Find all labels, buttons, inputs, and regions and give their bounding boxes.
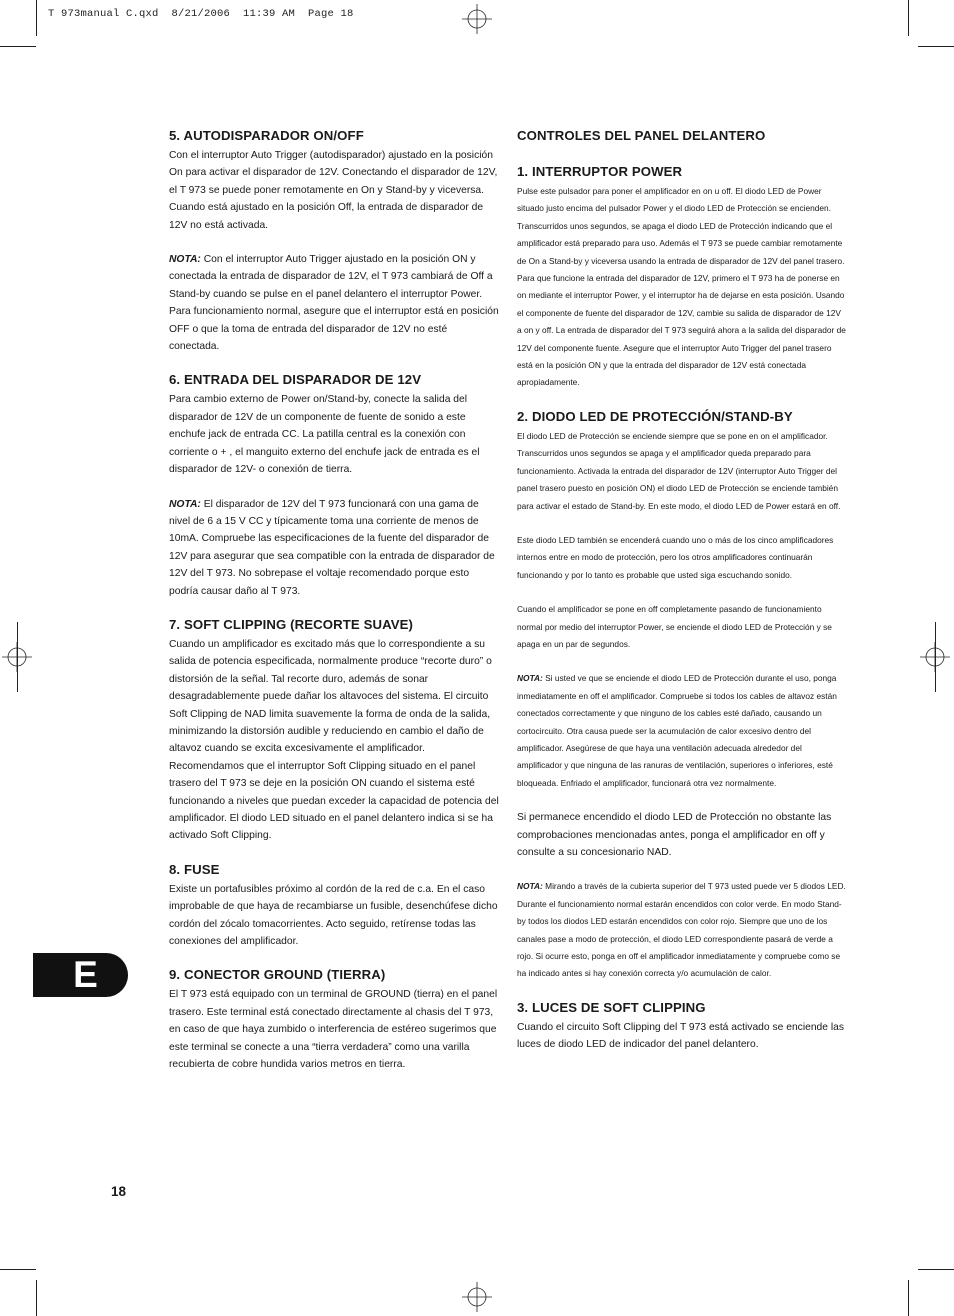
section-autodisparador bbox=[169, 128, 499, 355]
paragraph: Pulse este pulsador para poner el amplificador en on u off. El diodo LED de Power situado justo encima del pulsador Power y el diodo LED de Protección se encienden. Transcurridos unos segundos, se apaga el diodo LED de Protección indicando que el amplificador está preparado para uso. Además el T 973 se puede cambiar remotamente de On a Stand-by y viceversa usando la entrada de disparador de 12V del panel trasero. Para que funcione la entrada del disparador de 12V, primero el T 973 ha de ponerse en on mediante el interruptor Power, y el interruptor ha de dejarse en esta posición. Usando el componente de fuente del disparador de 12V, cambie su salida de disparador de 12V a on y off. La entrada de disparador del T 973 seguirá ahora a la salida del disparador de 12V del componente fuente. Asegure que el interruptor Auto Trigger del panel trasero está en la posición ON y que la entrada del disparador de 12V está conectada apropiadamente. bbox=[517, 186, 846, 388]
note-label: NOTA: bbox=[169, 254, 201, 266]
note-paragraph bbox=[169, 251, 499, 355]
note-paragraph bbox=[517, 670, 847, 792]
section-title: 8. FUSE bbox=[169, 861, 220, 877]
note-label: NOTA: bbox=[517, 881, 543, 892]
section-luces-soft-clipping bbox=[517, 1000, 847, 1054]
section-title: 7. SOFT CLIPPING (RECORTE SUAVE) bbox=[169, 616, 414, 632]
registration-mark-bottom bbox=[462, 1282, 492, 1312]
crop-mark bbox=[0, 46, 36, 47]
section-title: 3. LUCES DE SOFT CLIPPING bbox=[517, 999, 706, 1015]
section-title: 6. ENTRADA DEL DISPARADOR DE 12V bbox=[169, 372, 422, 388]
paragraph: Con el interruptor Auto Trigger (autodisparador) ajustado en la posición On para activar el disparador de 12V. Conectando el disparador de 12V, el T 973 se puede poner remotamente en On y Stand-by y viceversa. Cuando está ajustado en la posición Off, la entrada de disparador de 12V no está activada. bbox=[169, 150, 498, 231]
note-text: Con el interruptor Auto Trigger ajustado en la posición ON y conectada la entrada de disparador de 12V, el T 973 cambiará de Off a Stand-by cuando se pulse en el panel delantero el interruptor Power. Para funcionamiento normal, asegure que el interruptor está en posición OFF o que la toma de entrada del disparador de 12V no esté conectada. bbox=[169, 254, 499, 353]
registration-mark-top bbox=[462, 4, 492, 34]
note-label: NOTA: bbox=[517, 673, 543, 684]
column-heading: CONTROLES DEL PANEL DELANTERO bbox=[517, 128, 766, 143]
file-slug: T 973manual C.qxd 8/21/2006 11:39 AM Page 18 bbox=[48, 8, 354, 20]
right-column bbox=[517, 128, 847, 1071]
paragraph: El diodo LED de Protección se enciende siempre que se pone en on el amplificador. Transcurridos unos segundos se apaga y el amplificador queda preparado para funcionamiento. Activada la entrada del disparador de 12V (interruptor Auto Trigger del panel trasero puesto en posición ON) el diodo LED de Protección se enciende también para activar el estado de Stand-by. En este modo, el diodo LED de Power estará en off. bbox=[517, 430, 841, 511]
paragraph: Cuando un amplificador es excitado más que lo correspondiente a su salida de potencia especificada, normalmente produce “recorte duro” o distorsión de la señal. Tal recorte duro, además de sonar desagradablemente puede dañar los altavoces del sistema. El circuito Soft Clipping de NAD limita suavemente la forma de onda de la salida, minimizando la distorsión audible y reduciendo en cambio el daño de altavoz cuando se excita excesivamente el amplificador. Recomendamos que el interruptor Soft Clipping situado en el panel trasero del T 973 se deje en la posición ON cuando el sistema esté funcionando a niveles que puedan exceder la capacidad de potencia del amplificador. El diodo LED situado en el panel delantero indica si se ha activado Soft Clipping. bbox=[169, 638, 499, 842]
note-text: Mirando a través de la cubierta superior del T 973 usted puede ver 5 diodos LED. Durante el funcionamiento normal estarán encendidos con color verde. En modo Stand-by todos los diodos LED estarán encendidos con color rojo. Siempre que uno de los canales pase a modo de protección, el diodo LED correspondiente pasará de verde a rojo. Si ocurre esto, ponga en off el amplificador inmediatamente y compruebe como se ha indicado antes si hay conexión correcta y/o acumulación de calor. bbox=[517, 881, 846, 979]
note-text: El disparador de 12V del T 973 funcionará con una gama de nivel de 6 a 15 V CC y típicamente toma una corriente de menos de 10mA. Compruebe las especificaciones de la fuente del disparador de 12V para asegurar que sea compatible con la entrada de disparador de 12V del T 973. No sobrepase el voltaje recomendado porque esto podría causar daño al T 973. bbox=[169, 498, 495, 597]
section-interruptor-power bbox=[517, 164, 847, 392]
crop-mark bbox=[17, 622, 18, 692]
crop-mark bbox=[36, 0, 37, 36]
section-fuse bbox=[169, 862, 499, 951]
section-title: 1. INTERRUPTOR POWER bbox=[517, 164, 683, 179]
paragraph: Para cambio externo de Power on/Stand-by, conecte la salida del disparador de 12V de un componente de fuente de sonido a este enchufe jack de entrada CC. La patilla central es la conexión con corriente o + , el manguito externo del enchufe jack de entrada es el disparador de 12V- o conexión de tierra. bbox=[169, 394, 480, 476]
note-paragraph bbox=[169, 496, 499, 600]
page-number: 18 bbox=[111, 1184, 127, 1199]
crop-mark bbox=[36, 1280, 37, 1316]
paragraph: Si permanece encendido el diodo LED de Protección no obstante las comprobaciones mencionadas antes, ponga el amplificador en off y consulte a su concesionario NAD. bbox=[517, 812, 832, 858]
paragraph: Cuando el amplificador se pone en off completamente pasando de funcionamiento normal por medio del interruptor Power, se enciende el diodo LED de Protección y se apaga en un par de segundos. bbox=[517, 604, 832, 649]
paragraph: Existe un portafusibles próximo al cordón de la red de c.a. En el caso improbable de que haya de recambiarse un fusible, desenchúfese dicho cordón del zócalo tomacorrientes. Acto seguido, retírense todas las conexiones del amplificador. bbox=[169, 883, 498, 948]
paragraph: Este diodo LED también se encenderá cuando uno o más de los cinco amplificadores internos entre en modo de protección, pero los otros amplificadores continuarán funcionando y por lo tanto es probable que usted siga escuchando sonido. bbox=[517, 534, 834, 580]
left-column bbox=[169, 128, 499, 1090]
note-label: NOTA: bbox=[169, 498, 201, 510]
section-soft-clipping bbox=[169, 617, 499, 845]
section-diodo-led bbox=[517, 409, 847, 983]
section-title: 5. AUTODISPARADOR ON/OFF bbox=[169, 128, 364, 143]
section-ground bbox=[169, 967, 499, 1073]
crop-mark bbox=[918, 46, 954, 47]
crop-mark bbox=[0, 1269, 36, 1270]
crop-mark bbox=[908, 1280, 909, 1316]
paragraph: El T 973 está equipado con un terminal de GROUND (tierra) en el panel trasero. Este terminal está conectado directamente al chasis del T 973, en caso de que haya zumbido o interferencia de estéreo sugerimos que este terminal se conecte a una “tierra verdadera” como una varilla recubierta de cobre hundida varios metros en tierra. bbox=[169, 989, 498, 1071]
section-title: 9. CONECTOR GROUND (TIERRA) bbox=[169, 967, 386, 983]
crop-mark bbox=[908, 0, 909, 36]
note-text: Si usted ve que se enciende el diodo LED de Protección durante el uso, ponga inmediatamente en off el amplificador. Compruebe si todos los cables de altavoz están conectados correctamente y que ninguno de los cables esté dañado, causando un cortocircuito. Otra causa puede ser la acumulación de calor excesivo dentro del amplificador. Asegúrese de que haya una ventilación adecuada alrededor del amplificador y que ninguna de las ranuras de ventilación, superiores o inferiores, esté bloqueada. Enfriado el amplificador, funcionará otra vez normalmente. bbox=[517, 673, 837, 788]
paragraph: Cuando el circuito Soft Clipping del T 973 está activado se enciende las luces de diodo LED de indicador del panel delantero. bbox=[517, 1021, 845, 1051]
section-title: 2. DIODO LED DE PROTECCIÓN/STAND-BY bbox=[517, 408, 793, 424]
note-paragraph bbox=[517, 878, 847, 982]
section-entrada-disparador bbox=[169, 372, 499, 599]
crop-mark bbox=[935, 622, 936, 692]
crop-mark bbox=[918, 1269, 954, 1270]
language-tab: E bbox=[33, 953, 128, 997]
